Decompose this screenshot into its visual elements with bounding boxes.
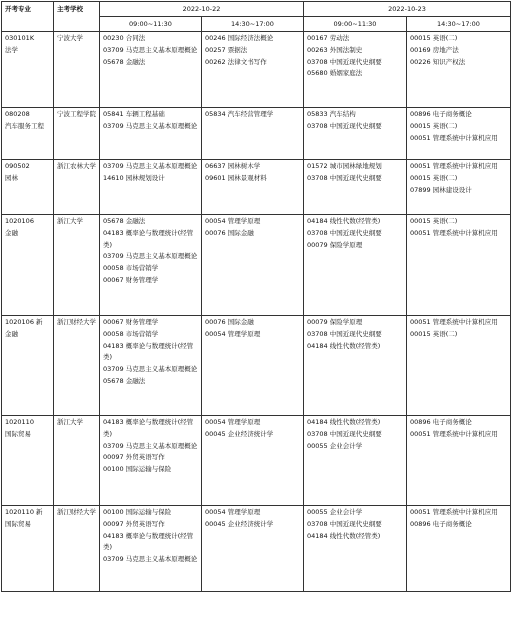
- cell-major: [2, 416, 54, 506]
- cell-line: 00051 管理系统中计算机应用: [410, 318, 498, 326]
- cell-line: 00058 市场营销学: [103, 329, 159, 338]
- cell-line: 法学: [5, 45, 18, 54]
- cell-line: 00100 国际运输与保险: [103, 465, 172, 474]
- cell-d1pm: [202, 416, 304, 506]
- cell-major: [2, 316, 54, 416]
- cell-major: [2, 108, 54, 160]
- cell-school: [54, 32, 100, 108]
- cell-d2pm: [407, 316, 511, 416]
- date2-header: 2022-10-23: [304, 2, 511, 17]
- cell-line: 00051 管理系统中计算机应用: [410, 429, 498, 438]
- cell-line: 090502: [5, 162, 30, 170]
- cell-d2am: [304, 160, 407, 215]
- cell-line: 00097 外贸英语写作: [103, 519, 165, 528]
- cell-line: 浙江财经大学: [57, 318, 96, 326]
- cell-line: 00054 管理学原理: [205, 217, 261, 225]
- cell-line: 03708 中国近现代史纲要: [307, 57, 382, 66]
- cell-line: 05834 汽车经营管理学: [205, 110, 274, 118]
- cell-line: 00045 企业经济统计学: [205, 519, 274, 528]
- date2-am-header: 09:00~11:30: [304, 17, 407, 32]
- cell-line: 03709 马克思主义基本原理概论: [103, 162, 198, 170]
- cell-line: 金融: [5, 329, 18, 338]
- cell-line: 浙江大学: [57, 217, 83, 225]
- cell-line: 00067 财务管理学: [103, 275, 159, 284]
- cell-d1am: [100, 215, 202, 316]
- cell-d2am: [304, 32, 407, 108]
- cell-line: 00100 国际运输与保险: [103, 508, 172, 516]
- cell-line: 1020110 新: [5, 508, 43, 516]
- cell-major: [2, 215, 54, 316]
- cell-line: 06637 园林树木学: [205, 162, 261, 170]
- cell-line: 00051 管理系统中计算机应用: [410, 133, 498, 142]
- cell-line: 浙江大学: [57, 418, 83, 426]
- cell-d2pm: [407, 506, 511, 592]
- cell-major: [2, 160, 54, 215]
- cell-school: [54, 506, 100, 592]
- cell-line: 04184 线性代数(经管类): [307, 418, 381, 426]
- cell-line: 05841 车辆工程基础: [103, 110, 165, 118]
- cell-line: 00015 英语(二): [410, 329, 458, 338]
- cell-line: 00167 劳动法: [307, 34, 350, 42]
- cell-d2pm: [407, 108, 511, 160]
- cell-line: 00054 管理学原理: [205, 508, 261, 516]
- cell-line: 03709 马克思主义基本原理概论: [103, 365, 198, 374]
- cell-line: 05833 汽车结构: [307, 110, 356, 118]
- cell-d1pm: [202, 215, 304, 316]
- cell-d2am: [304, 506, 407, 592]
- cell-d1am: [100, 416, 202, 506]
- cell-d2pm: [407, 32, 511, 108]
- cell-d1pm: [202, 160, 304, 215]
- table-row: [2, 215, 511, 316]
- cell-line: 03708 中国近现代史纲要: [307, 329, 382, 338]
- cell-line: 00055 企业会计学: [307, 441, 363, 450]
- cell-school: [54, 316, 100, 416]
- cell-line: 00896 电子商务概论: [410, 519, 472, 528]
- cell-d2pm: [407, 160, 511, 215]
- cell-d1am: [100, 160, 202, 215]
- cell-line: 1020110: [5, 418, 34, 426]
- cell-line: 00896 电子商务概论: [410, 418, 472, 426]
- cell-d1am: [100, 506, 202, 592]
- cell-line: 国际贸易: [5, 429, 31, 438]
- cell-line: 00015 英语(二): [410, 217, 458, 225]
- cell-major: [2, 32, 54, 108]
- cell-line: 00079 保险学原理: [307, 240, 363, 249]
- cell-line: 04184 线性代数(经管类): [307, 217, 381, 225]
- cell-line: 04184 线性代数(经管类): [307, 341, 381, 350]
- table-row: [2, 506, 511, 592]
- exam-schedule-table: [1, 1, 511, 592]
- cell-school: [54, 416, 100, 506]
- cell-line: 00054 管理学原理: [205, 329, 261, 338]
- cell-line: 03709 马克思主义基本原理概论: [103, 252, 198, 261]
- cell-line: 00054 管理学原理: [205, 418, 261, 426]
- cell-line: 00076 国际金融: [205, 228, 254, 237]
- cell-d2am: [304, 108, 407, 160]
- cell-line: 05678 金融法: [103, 217, 146, 225]
- cell-d1pm: [202, 108, 304, 160]
- cell-line: 05680 婚姻家庭法: [307, 69, 363, 78]
- cell-line: 00257 票据法: [205, 45, 248, 54]
- cell-line: 00015 英语(二): [410, 34, 458, 42]
- table-row: [2, 32, 511, 108]
- cell-line: 00896 电子商务概论: [410, 110, 472, 118]
- cell-line: 1020106 新: [5, 318, 43, 326]
- cell-line: 00055 企业会计学: [307, 508, 363, 516]
- cell-line: 03708 中国近现代史纲要: [307, 121, 382, 130]
- cell-line: 园林: [5, 173, 18, 182]
- cell-line: 金融: [5, 228, 18, 237]
- cell-line: 09601 园林景观材料: [205, 173, 267, 182]
- cell-line: 03709 马克思主义基本原理概论: [103, 555, 198, 564]
- cell-line: 00067 财务管理学: [103, 318, 159, 326]
- cell-line: 04183 概率论与数理统计(经管类): [103, 228, 194, 249]
- table-row: [2, 416, 511, 506]
- cell-line: 00051 管理系统中计算机应用: [410, 162, 498, 170]
- cell-d2pm: [407, 215, 511, 316]
- cell-line: 00051 管理系统中计算机应用: [410, 228, 498, 237]
- cell-d2pm: [407, 416, 511, 506]
- cell-line: 00015 英语(二): [410, 121, 458, 130]
- cell-line: 00097 外贸英语写作: [103, 453, 165, 462]
- cell-d2am: [304, 316, 407, 416]
- cell-school: [54, 160, 100, 215]
- table-row: [2, 160, 511, 215]
- cell-line: 汽车服务工程: [5, 121, 44, 130]
- date1-am-header: 09:00~11:30: [100, 17, 202, 32]
- cell-line: 03708 中国近现代史纲要: [307, 173, 382, 182]
- table-row: [2, 108, 511, 160]
- date1-header: 2022-10-22: [100, 2, 304, 17]
- cell-d1am: [100, 108, 202, 160]
- cell-line: 浙江财经大学: [57, 508, 96, 516]
- cell-line: 00262 法律文书写作: [205, 57, 267, 66]
- cell-line: 080208: [5, 110, 30, 118]
- cell-school: [54, 108, 100, 160]
- cell-line: 03709 马克思主义基本原理概论: [103, 441, 198, 450]
- cell-major: [2, 506, 54, 592]
- cell-line: 宁波大学: [57, 34, 83, 42]
- cell-d1pm: [202, 316, 304, 416]
- cell-line: 00169 房地产法: [410, 45, 459, 54]
- cell-line: 030101K: [5, 34, 35, 42]
- school-header: 主考学校: [54, 2, 100, 32]
- cell-d1am: [100, 32, 202, 108]
- date2-pm-header: 14:30~17:00: [407, 17, 511, 32]
- cell-line: 05678 金融法: [103, 57, 146, 66]
- cell-line: 00076 国际金融: [205, 318, 254, 326]
- cell-line: 03709 马克思主义基本原理概论: [103, 121, 198, 130]
- cell-line: 00263 外国法制史: [307, 45, 363, 54]
- cell-line: 00226 知识产权法: [410, 57, 466, 66]
- cell-d1pm: [202, 32, 304, 108]
- cell-d2am: [304, 416, 407, 506]
- cell-line: 00045 企业经济统计学: [205, 429, 274, 438]
- cell-line: 浙江农林大学: [57, 162, 96, 170]
- cell-d2am: [304, 215, 407, 316]
- cell-line: 14610 园林规划设计: [103, 173, 165, 182]
- cell-line: 04183 概率论与数理统计(经管类): [103, 418, 194, 438]
- cell-line: 01572 城市园林绿地规划: [307, 162, 382, 170]
- cell-line: 00230 合同法: [103, 34, 146, 42]
- cell-school: [54, 215, 100, 316]
- cell-line: 00246 国际经济法概论: [205, 34, 274, 42]
- date1-pm-header: 14:30~17:00: [202, 17, 304, 32]
- cell-d1pm: [202, 506, 304, 592]
- cell-line: 04184 线性代数(经管类): [307, 531, 381, 540]
- cell-line: 03708 中国近现代史纲要: [307, 228, 382, 237]
- cell-line: 00058 市场营销学: [103, 264, 159, 273]
- table-row: [2, 316, 511, 416]
- cell-line: 03708 中国近现代史纲要: [307, 519, 382, 528]
- cell-line: 05678 金融法: [103, 376, 146, 385]
- cell-line: 00079 保险学原理: [307, 318, 363, 326]
- cell-d1am: [100, 316, 202, 416]
- cell-line: 1020106: [5, 217, 34, 225]
- cell-line: 03708 中国近现代史纲要: [307, 429, 382, 438]
- cell-line: 04183 概率论与数理统计(经管类): [103, 531, 194, 552]
- schedule-body: [2, 32, 511, 592]
- cell-line: 宁波工程学院: [57, 110, 96, 118]
- cell-line: 00051 管理系统中计算机应用: [410, 508, 498, 516]
- cell-line: 04183 概率论与数理统计(经管类): [103, 341, 194, 362]
- cell-line: 07899 园林建设设计: [410, 185, 472, 194]
- cell-line: 00015 英语(二): [410, 173, 458, 182]
- cell-line: 国际贸易: [5, 519, 31, 528]
- cell-line: 03709 马克思主义基本原理概论: [103, 45, 198, 54]
- major-header: 开考专业: [2, 2, 54, 32]
